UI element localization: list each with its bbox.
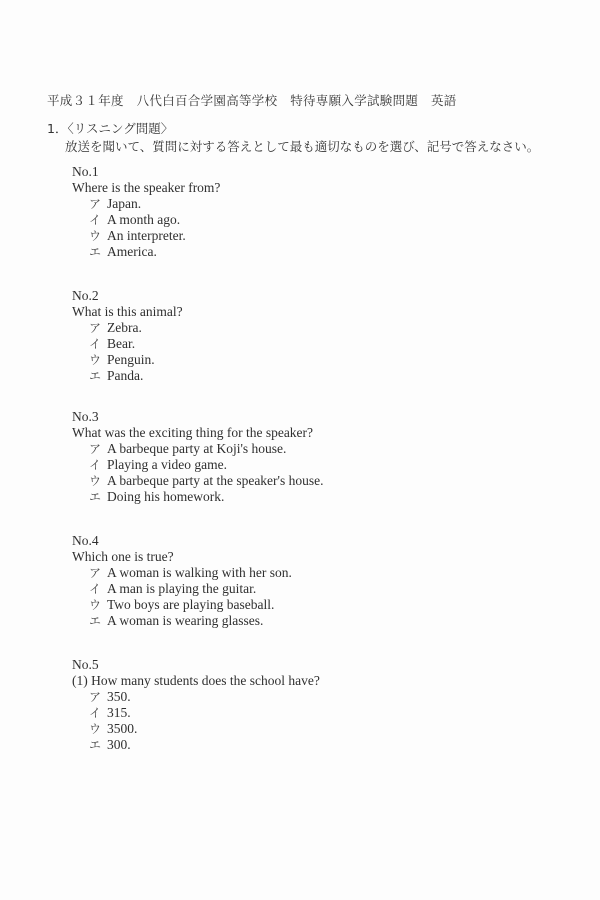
option-a [72, 320, 552, 336]
option-d [72, 613, 552, 629]
question-4 [72, 533, 552, 629]
option-text: A barbeque party at the speaker's house. [107, 473, 324, 488]
option-a [72, 689, 552, 705]
question-text: (1) How many students does the school have? [72, 673, 320, 688]
exam-title: 平成３１年度 八代白百合学園高等学校 特待専願入学試験問題 英語 [47, 93, 457, 108]
option-marker: イ [89, 213, 102, 227]
option-marker: ア [89, 321, 102, 335]
option-b [72, 705, 552, 721]
question-number: No.2 [72, 288, 99, 303]
section-instruction: 放送を聞いて、質問に対する答えとして最も適切なものを選び、記号で答えなさい。 [65, 139, 540, 154]
option-d [72, 368, 552, 384]
option-marker: ウ [89, 229, 102, 243]
option-text: 300. [107, 737, 131, 752]
option-a [72, 196, 552, 212]
option-marker: イ [89, 458, 102, 472]
option-marker: ウ [89, 474, 102, 488]
option-marker: ウ [89, 598, 102, 612]
option-marker: ア [89, 442, 102, 456]
option-c [72, 228, 552, 244]
option-marker: ウ [89, 722, 102, 736]
option-text: 315. [107, 705, 131, 720]
option-b [72, 581, 552, 597]
option-c [72, 597, 552, 613]
question-text: Where is the speaker from? [72, 180, 221, 195]
option-marker: イ [89, 706, 102, 720]
option-b [72, 457, 552, 473]
option-text: Two boys are playing baseball. [107, 597, 275, 612]
option-marker: ア [89, 690, 102, 704]
option-b [72, 212, 552, 228]
option-text: Zebra. [107, 320, 142, 335]
option-marker: ウ [89, 353, 102, 367]
option-d [72, 489, 552, 505]
option-text: 350. [107, 689, 131, 704]
option-b [72, 336, 552, 352]
option-d [72, 737, 552, 753]
question-text: What is this animal? [72, 304, 183, 319]
option-text: A woman is walking with her son. [107, 565, 292, 580]
option-a [72, 441, 552, 457]
question-text: What was the exciting thing for the speaker? [72, 425, 314, 440]
question-2 [72, 288, 552, 384]
option-marker: ア [89, 566, 102, 580]
option-text: Panda. [107, 368, 144, 383]
option-c [72, 473, 552, 489]
option-marker: エ [89, 490, 102, 504]
option-text: A month ago. [107, 212, 181, 227]
option-text: An interpreter. [107, 228, 186, 243]
option-text: Playing a video game. [107, 457, 227, 472]
section-heading: 1．〈リスニング問題〉 [47, 121, 174, 136]
option-marker: エ [89, 738, 102, 752]
option-text: Penguin. [107, 352, 155, 367]
option-marker: イ [89, 582, 102, 596]
option-text: Doing his homework. [107, 489, 225, 504]
option-c [72, 721, 552, 737]
option-text: Bear. [107, 336, 136, 351]
option-a [72, 565, 552, 581]
question-number: No.4 [72, 533, 99, 548]
question-text: Which one is true? [72, 549, 174, 564]
option-d [72, 244, 552, 260]
option-text: A woman is wearing glasses. [107, 613, 264, 628]
question-number: No.1 [72, 164, 99, 179]
option-c [72, 352, 552, 368]
option-marker: エ [89, 369, 102, 383]
option-text: 3500. [107, 721, 138, 736]
option-text: Japan. [107, 196, 142, 211]
question-number: No.5 [72, 657, 99, 672]
option-marker: エ [89, 614, 102, 628]
option-text: America. [107, 244, 157, 259]
question-1 [72, 164, 552, 260]
question-5 [72, 657, 552, 753]
option-marker: エ [89, 245, 102, 259]
option-text: A barbeque party at Koji's house. [107, 441, 287, 456]
question-3 [72, 409, 552, 505]
question-number: No.3 [72, 409, 99, 424]
option-text: A man is playing the guitar. [107, 581, 257, 596]
option-marker: ア [89, 197, 102, 211]
option-marker: イ [89, 337, 102, 351]
